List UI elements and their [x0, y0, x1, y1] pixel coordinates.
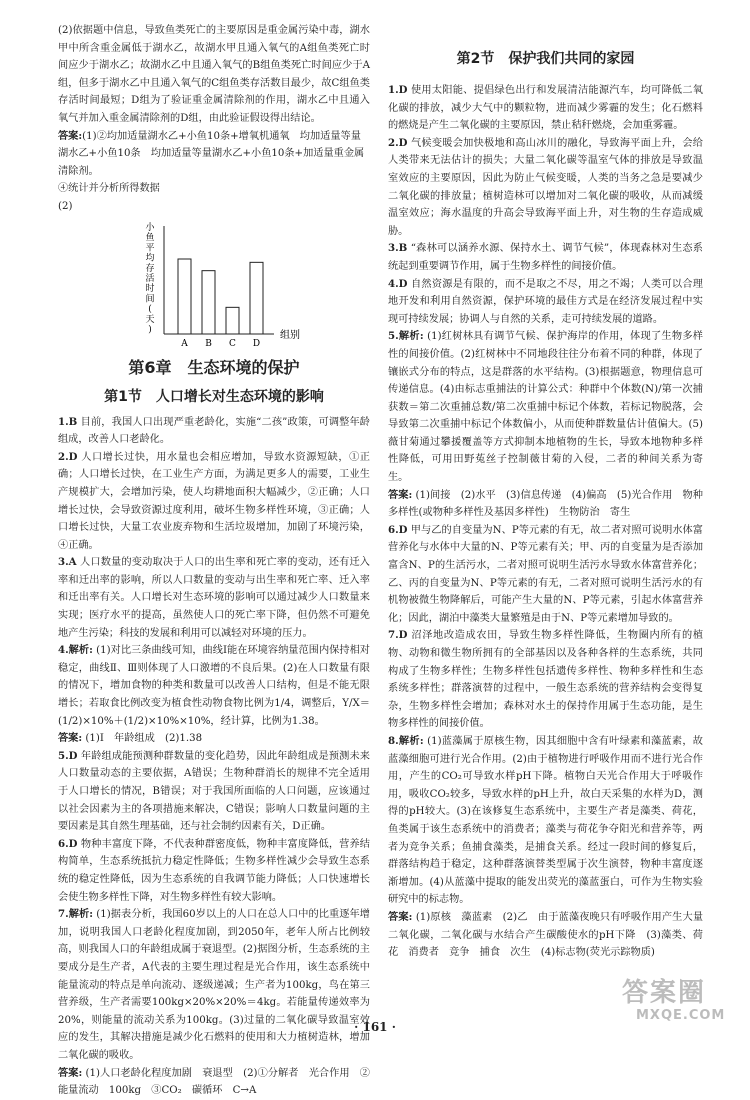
item-text: 甲与乙的自变量为N、P等元素的有无，故二者对照可说明水体富营养化与水体中大量的N、P等元素有关；甲、丙的自变量为是否添加富含N、P的生活污水，二者对照可说明生活污水导致水体富营养化；乙、丙的自变量为N、P等元素的有无，二者对照可说明生活污水的有机物被微生物降解后，可能产生大量的N、P等元素，引起水体富营养化；因此，湖泊中藻类大量繁殖是由于N、P等元素增加导致的。 [388, 524, 703, 624]
answer-text: (1)②均加适量湖水乙+小鱼10条+增氧机通氧 均加适量等量湖水乙+小鱼10条 均加适量等量湖水乙+小鱼10条+加适量重金属清除剂。 [58, 130, 365, 177]
item-number: 8.解析: [388, 734, 424, 747]
item-text: (1)对比三条曲线可知，曲线Ⅰ能在环境容纳量范围内保持相对稳定，曲线Ⅱ、Ⅲ则体现了人口激增的不良后果。(2)在人口数量有限的情况下，增加食物的种类和数量可以改善人口结构，但是不能无限增长；若取食比例改变为植食性动物食物比例为1/4，调整后，Y/X＝(1/2)×10%＋(1/2)×10%×10%，经计算，比例为1.38。 [58, 645, 370, 727]
watermark [622, 978, 732, 1032]
answer-1c: (2) [58, 200, 73, 212]
bar-A [178, 259, 191, 334]
left-items [58, 414, 370, 1100]
chapter-title: 第6章 生态环境的保护 [128, 357, 300, 377]
item-text: “森林可以涵养水源、保持水土、调节气候”，体现森林对生态系统起到重要调节作用，属于生物多样性的间接价值。 [388, 243, 703, 272]
right-item [388, 733, 703, 909]
item-text: 人口增长过快，用水量也会相应增加，导致水资源短缺，①正确；人口增长过快，在工业生产方面，为满足更多人的需要，工业生产规模扩大，会增加污染，使人均耕地面积大幅减少，②正确；人口增长过快，会导致资源过度利用，破坏生物多样性环境，③正确；人口增长过快，大量工农业废弃物和生活垃圾增加，加剧了环境污染，④正确。 [58, 451, 370, 551]
item-number: 6.D [58, 837, 78, 850]
item-text: (1)Ⅰ 年龄组成 (2)1.38 [85, 733, 203, 745]
item-text: 物种丰富度下降，不代表种群密度低，物种丰富度降低，营养结构简单，生态系统抵抗力稳定性降低；生物多样性减少会导致生态系统的稳定性降低，因为生态系统的自我调节能力降低；人口快速增长会使生物多样性下降，对生物多样性有较大影响。 [58, 838, 370, 903]
item-text: 沼泽地改造成农田，导致生物多样性降低，生物圈内所有的植物、动物和微生物所拥有的全部基因以及各种各样的生态系统，共同构成了生物多样性；生物多样性包括遗传多样性、物种多样性和生态系统多样性；群落演替的过程中，一般生态系统的营养结构会变得复杂，生物多样性会增加；森林对水土的保持作用属于生态功能，是生物多样性的间接价值。 [388, 630, 704, 730]
x-tick-D: D [252, 338, 261, 348]
answer-1 [58, 128, 370, 181]
item-number: 4.D [388, 277, 408, 290]
item-number: 答案: [388, 488, 413, 501]
item-number: 3.A [58, 556, 77, 569]
left-item [58, 1065, 370, 1100]
item-text: (1)人口老龄化程度加剧 衰退型 (2)①分解者 光合作用 ②能量流动 100kg ③CO₂ 碳循环 C→A [58, 1067, 370, 1097]
item-number: 6.D [388, 523, 408, 536]
left-item [58, 449, 370, 555]
right-item [388, 627, 703, 733]
section-title-1: 第1节 人口增长对生态环境的影响 [104, 388, 324, 405]
item-text: (1)红树林具有调节气候、保护海岸的作用，体现了生物多样性的间接价值。(2)红树林中不同地段往往分布着不同的种群，体现了镶嵌式分布的特点，这是群落的水平结构。(3)根据题意，物理信息可传递信息。(4)由标志重捕法的计算公式：种群中个体数(N)/第一次捕获数＝第二次重捕总数/第二次重捕中标记个体数，若标记物脱落，会导致第二次重捕中标记个体数偏小，从而使种群数量估计值偏大。(5)薇甘菊通过攀援覆盖等方式抑制本地植物的生长，导致本地物种多样性降低，可用田野菟丝子控制薇甘菊的入侵，二者的种间关系为寄生。 [388, 331, 703, 484]
left-column [58, 22, 370, 1100]
right-item [388, 328, 703, 486]
item-number: 5.解析: [388, 330, 424, 343]
y-axis-label [145, 221, 155, 335]
item-text: (1)间接 (2)水平 (3)信息传递 (4)偏高 (5)光合作用 物种多样性(或物种多样性及基因多样性) 生物防治 寄生 [388, 489, 703, 519]
item-text: 气候变暖会加快极地和高山冰川的融化，导致海平面上升，会给人类带来无法估计的损失；大量二氧化碳等温室气体的排放是导致温室效应的主要原因，因此为防止气候变暖，人类的当务之急是要减少二氧化碳的排放量；植树造林可以增加对二氧化碳的吸收，从而减缓温室效应；海水温度的升高会导致海平面上升，对生物的生存造成威胁。 [388, 137, 703, 237]
bar-chart-svg [58, 216, 370, 348]
right-item [388, 522, 703, 628]
item-number: 2.D [388, 136, 408, 149]
item-number: 4.解析: [58, 644, 93, 657]
left-item [58, 906, 370, 1064]
left-item [58, 748, 370, 836]
bar-chart [58, 216, 370, 348]
item-text: 自然资源是有限的，而不是取之不尽，用之不竭；人类可以合理地开发和利用自然资源，保护环境的最佳方式是在经济发展过程中实现可持续发展；协调人与自然的关系，走可持续发展的道路。 [388, 278, 703, 325]
x-tick-B: B [205, 338, 212, 348]
x-axis-label: 组别 [280, 329, 300, 341]
item-text: (1)蓝藻属于原核生物，因其细胞中含有叶绿素和藻蓝素，故蓝藻细胞可进行光合作用。(2)由于植物进行呼吸作用而不进行光合作用，产生的CO₂可导致水样pH下降。植物白天光合作用大于呼吸作用，吸收CO₂较多，导致水样的pH上升，故白天采集的水样为D，测得的pH较大。(3)在该修复生态系统中，主要生产者是藻类、荷花，鱼类属于该生态系统中的消费者；藻类与荷花争夺阳光和营养等，两者为竞争关系；鱼捕食藻类，是捕食关系。经过一段时间的修复后，群落结构趋于稳定，这种群落演替类型属于次生演替，物种丰富度逐渐增加。(4)从蓝藻中提取的能发出荧光的藻蓝蛋白，可作为生物实验研究中的标志物。 [388, 735, 703, 906]
right-item [388, 276, 703, 329]
page-number: · 161 · [354, 1020, 396, 1034]
left-item [58, 642, 370, 730]
item-number: 答案: [58, 732, 83, 745]
left-item [58, 414, 370, 449]
item-text: 目前，我国人口出现严重老龄化，实施“二孩”政策，可调整年龄组成，改善人口老龄化。 [58, 416, 370, 446]
right-items [388, 82, 703, 962]
bar-C [226, 307, 239, 334]
x-tick-C: C [229, 338, 236, 348]
bar-D [250, 262, 263, 334]
left-item [58, 554, 370, 642]
item-number: 7.解析: [58, 908, 93, 921]
item-text: (1)据表分析，我国60岁以上的人口在总人口中的比重逐年增加，说明我国人口老龄化程度加剧，到2050年，老年人所占比例较高，则我国人口的年龄组成属于衰退型。(2)据图分析，生态系统的主要成分是生产者，A代表的主要生理过程是光合作用，该生态系统中能量流动的特点是单向流动、逐级递减；生产者为100kg，鸟在第三营养级，生产者需要100kg×20%×20%＝4kg。若能量传递效率为20%，则能量的流动关系为100kg。(3)过量的二氧化碳导致温室效应的发生，其解决措施是减少化石燃料的使用和大力植树造林，增加二氧化碳的吸收。 [58, 909, 370, 1061]
item-number: 2.D [58, 450, 78, 463]
item-number: 5.D [58, 749, 78, 762]
answer-1b: ④统计并分析所得数据 [58, 183, 160, 195]
item-number: 1.D [388, 84, 408, 96]
right-item [388, 240, 703, 275]
item-text: 使用太阳能、提倡绿色出行和发展清洁能源汽车，均可降低二氧化碳的排放，减少大气中的颗粒物，进而减少雾霾的发生；化石燃料的燃烧是产生二氧化碳的主要原因，禁止秸秆燃烧，会加重雾霾。 [388, 85, 703, 132]
item-text: (1)原核 藻蓝素 (2)乙 由于蓝藻夜晚只有呼吸作用产生大量二氧化碳，二氧化碳与水结合产生碳酸使水的pH下降 (3)藻类、荷花 消费者 竞争 捕食 次生 (4)标志物(荧光示踪物质) [388, 911, 704, 959]
item-number: 7.D [388, 629, 408, 642]
bar-B [202, 270, 215, 333]
item-text: 人口数量的变动取决于人口的出生率和死亡率的变动，还有迁入率和迁出率的影响，所以人口数量的变动与出生率和死亡率、迁入率和迁出率有关。人口增长对生态环境的影响可以通过减少人口数量来实现；医疗水平的提高，虽然使人口的死亡率下降，但仍然不可避免地产生污染；科技的发展和利用可以减轻对环境的压力。 [58, 557, 370, 639]
right-item [388, 135, 703, 241]
watermark-line2: MXQE.COM [636, 1008, 726, 1023]
item-number: 答案: [58, 1066, 83, 1079]
right-item [388, 82, 703, 135]
intro-paragraph: (2)依据题中信息，导致鱼类死亡的主要原因是重金属污染中毒，湖水甲中所含重金属低于湖水乙，故湖水甲且通入氧气的A组鱼类死亡时间应少于湖水乙；故湖水乙中且通入氧气的B组鱼类死亡时间应少于A组，但多于湖水乙中且通入氧气的C组鱼类存活数目最少，故C组鱼类存活时间最短；D组为了验证重金属清除剂的作用，湖水乙中且通入氧气并加入重金属清除剂的D组，由此验证假设得出结论。 [58, 25, 370, 124]
left-item [58, 836, 370, 906]
right-column [388, 22, 703, 962]
item-number: 3.B [388, 242, 408, 255]
left-item [58, 730, 370, 748]
x-tick-A: A [181, 338, 188, 348]
right-item [388, 909, 703, 962]
section-title-2: 第2节 保护我们共同的家园 [456, 51, 635, 67]
answer-label: 答案: [58, 129, 83, 142]
right-item [388, 487, 703, 522]
y-label-text: 小鱼平均存活时间(天) [145, 222, 155, 335]
item-number: 1.B [58, 415, 78, 428]
watermark-line1: 答案圈 [622, 978, 707, 1008]
item-text: 年龄组成能预测种群数量的变化趋势，因此年龄组成是预测未来人口数量动态的主要依据，A错误；生物种群消长的规律不完全适用于人口增长的情况，B错误；对于我国所面临的人口问题，应该通过以社会因素为主的各项措施来解决，C错误；影响人口数量问题的主要因素是其自然生理基础，还与社会制约因素有关，D正确。 [58, 750, 370, 833]
item-number: 答案: [388, 910, 413, 923]
